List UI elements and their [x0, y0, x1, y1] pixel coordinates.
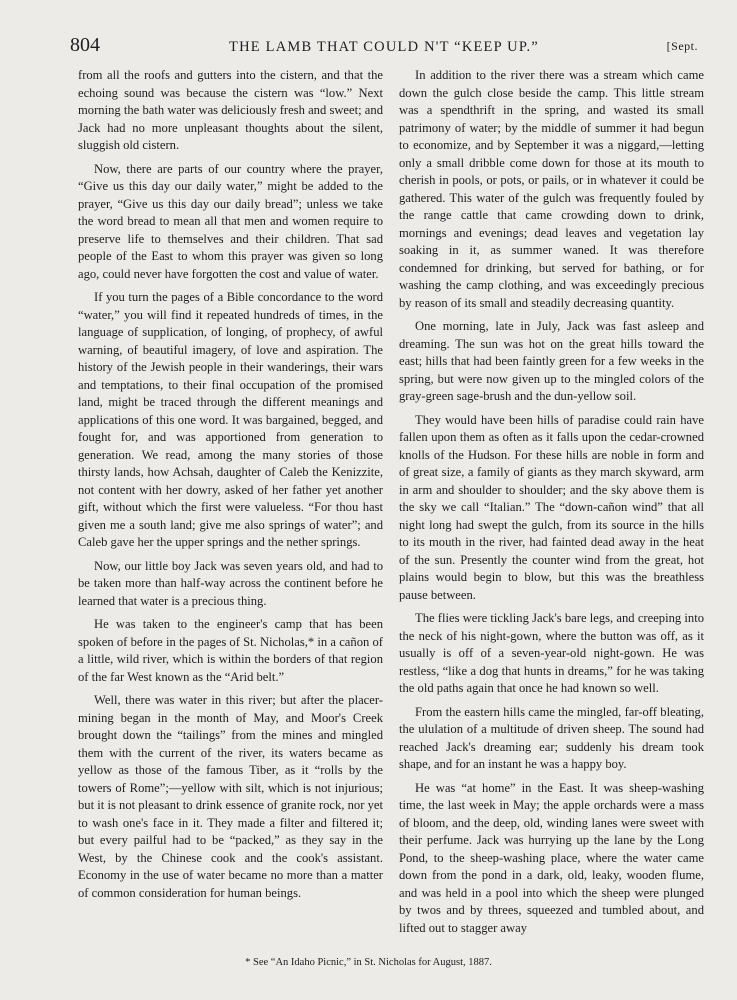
- paragraph: Now, our little boy Jack was seven years old, and had to be taken more than half-way across the continent before he learned that water is a precious thing.: [78, 558, 383, 608]
- paragraph: One morning, late in July, Jack was fast asleep and dreaming. The sun was hot on the great hills toward the east; hills that had been faintly green for a few weeks in the spring, but were now given up to the mingled colors of the gray-green sage-brush and the dun-yellow soil.: [399, 319, 704, 403]
- paragraph: If you turn the pages of a Bible concordance to the word “water,” you will find it repeated hundreds of times, in the language of supplication, of longing, of prophecy, of awful warning, of beautiful imagery, of love and aspiration. The history of the Jewish people in their wanderings, their wars and temptations, to their final occupation of the promised land, might be traced through the different meanings and applications of this one word. It was bargained, begged, and fought for, and was apportioned from generation to generation. We read, among the many stories of those thirsty lands, how Achsah, daughter of Caleb the Kenizzite, not content with her dowry, asked of her father yet another gift, without which the first were valueless. “For thou hast given me a south land; give me also springs of water”; and Caleb gave her the upper springs and the nether springs.: [78, 290, 383, 549]
- paragraph: He was taken to the engineer's camp that has been spoken of before in the pages of St. Nicholas,* in a cañon of a little, wild river, which is within the borders of that region of the far West known as the “Arid belt.”: [78, 617, 383, 684]
- paragraph: from all the roofs and gutters into the cistern, and that the echoing sound was because the cistern was “low.” Next morning the bath water was deliciously fresh and sweet; and Jack had no more unpleasant thoughts about the silent, sluggish old cistern.: [78, 68, 383, 152]
- running-header: [70, 34, 698, 64]
- right-column: [399, 67, 704, 937]
- paragraph: He was “at home” in the East. It was sheep-washing time, the last week in May; the apple orchards were a mass of bloom, and the deep, old, winding lanes were sweet with their perfume. Jack was hurrying up the lane by the Long Pond, to the sheep-washing place, where the water came down from the pond in a dark, old, leaky, wooden flume, and was held in a pool into which the sheep were plunged by twos and by threes, squeezed and tumbled about, and lifted out to stagger away: [399, 780, 704, 935]
- footnote: * See “An Idaho Picnic,” in St. Nicholas for August, 1887.: [245, 957, 492, 968]
- article-body: [78, 67, 706, 955]
- page-number: 804: [70, 34, 100, 56]
- paragraph: The flies were tickling Jack's bare legs, and creeping into the neck of his night-gown, where the button was off, as it usually is off of a seven-year-old night-gown. He was restless, “like a dog that hunts in dreams,” for he was taking the old paths again that once he had known so well.: [399, 611, 704, 695]
- paragraph: From the eastern hills came the mingled, far-off bleating, the ululation of a multitude of driven sheep. The sound had reached Jack's dreaming ear; suddenly his dream took shape, and for an instant he was a happy boy.: [399, 704, 704, 771]
- paragraph: Well, there was water in this river; but after the placer-mining began in the month of May, and Moor's Creek brought down the “tailings” from the mines and mingled them with the current of the river, its waters became as yellow as those of the famous Tiber, as it “rolls by the towers of Rome”;—yellow with silt, which is not injurious; but it is not pleasant to drink essence of granite rock, nor yet to wash one's face in it. They made a filter and filtered it; but every pailful had to be “packed,” as they say in the West, by the Chinese cook and the cook's assistant. Economy in the use of water became no more than a matter of common consideration for human beings.: [78, 693, 383, 900]
- paragraph: In addition to the river there was a stream which came down the gulch close beside the camp. This little stream was a spendthrift in the spring, and wasted its small patrimony of water; by the middle of summer it had begun to economize, and by September it was a niggard,—letting only a small dribble come down for those at its mouth to cherish in pools, or pots, or pails, or in whatever it could be gathered. This water of the gulch was frequently fouled by the range cattle that came crowding down to drink, mornings and evenings; dead leaves and vegetation lay soaking in it, as summer waned. It was therefore condemned for drinking, but served for bathing, or for washing the camp clothing, and was exceedingly precious by reason of its small and steadily decreasing quantity.: [399, 68, 704, 310]
- paragraph: Now, there are parts of our country where the prayer, “Give us this day our daily water,” might be added to the prayer, “Give us this day our daily bread”; unless we take the word bread to mean all that men and women require to preserve life to themselves and their children. That sad people of the East to whom this prayer was given so long ago, could never have forgotten the cost and value of water.: [78, 161, 383, 281]
- paragraph: They would have been hills of paradise could rain have fallen upon them as often as it falls upon the cedar-crowned knolls of the Hudson. For these hills are noble in form and of great size, a family of giants as they march skyward, arm in arm and shoulder to shoulder; and the sky above them is the sky we call “Italian.” The “down-cañon wind” that all night long had swept the gulch, from its source in the hills to its mouth in the river, had fainted dead away in the heat of the sun. Presently the counter wind from the great, hot plains would begin to blow, but this was the breathless pause between.: [399, 412, 704, 602]
- running-title: THE LAMB THAT COULD N'T “KEEP UP.”: [229, 39, 539, 55]
- left-column: [78, 67, 383, 902]
- issue-month: [Sept.: [666, 39, 698, 53]
